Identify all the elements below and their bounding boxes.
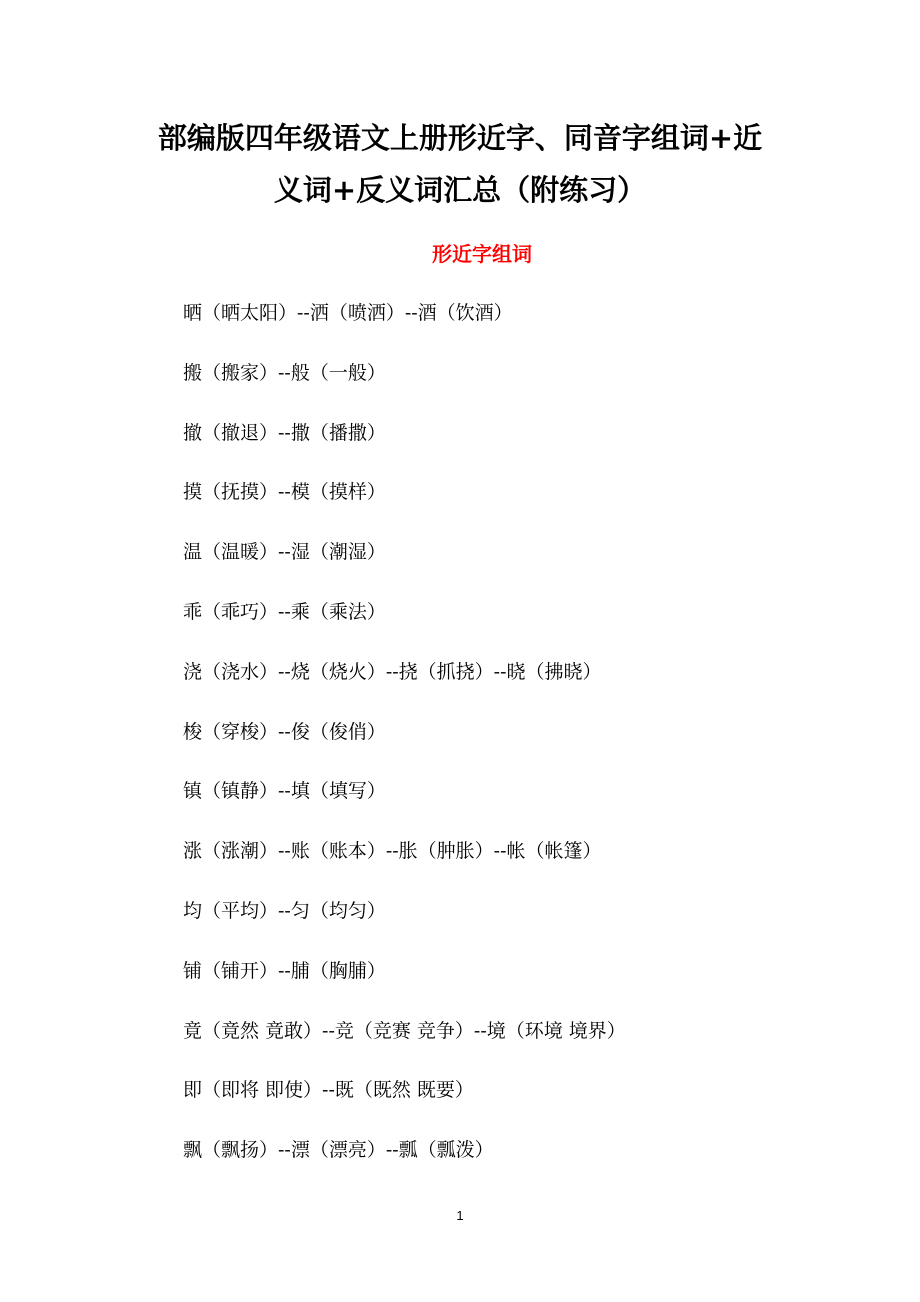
page-number: 1: [456, 1208, 464, 1223]
list-item: 温（温暖）--湿（潮湿）: [183, 541, 386, 564]
section-heading: 形近字组词: [432, 242, 532, 266]
list-item: 摸（抚摸）--模（摸样）: [183, 481, 386, 504]
list-item: 涨（涨潮）--账（账本）--胀（肿胀）--帐（帐篷）: [183, 840, 602, 863]
list-item: 浇（浇水）--烧（烧火）--挠（抓挠）--晓（拂晓）: [183, 660, 602, 683]
document-title: [100, 112, 820, 216]
list-item: 铺（铺开）--脯（胸脯）: [183, 959, 386, 982]
list-item: 搬（搬家）--般（一般）: [183, 361, 386, 384]
list-item: 飘（飘扬）--漂（漂亮）--瓢（瓢泼）: [183, 1139, 494, 1162]
title-line-2: 义词+反义词汇总（附练习）: [273, 173, 647, 207]
list-item: 镇（镇静）--填（填写）: [183, 780, 386, 803]
list-item: 撤（撤退）--撒（播撒）: [183, 421, 386, 444]
list-item: 梭（穿梭）--俊（俊俏）: [183, 720, 386, 743]
list-item: 晒（晒太阳）--洒（喷洒）--酒（饮酒）: [183, 302, 513, 324]
title-line-1: 部编版四年级语文上册形近字、同音字组词+近: [157, 121, 763, 155]
list-item: 乖（乖巧）--乘（乘法）: [183, 600, 386, 623]
list-item: 竟（竟然 竟敢）--竞（竞赛 竞争）--境（环境 境界）: [183, 1019, 626, 1042]
list-item: 均（平均）--匀（均匀）: [183, 899, 386, 922]
list-item: 即（即将 即使）--既（既然 既要）: [183, 1079, 474, 1102]
word-pair-list: [183, 298, 626, 1195]
